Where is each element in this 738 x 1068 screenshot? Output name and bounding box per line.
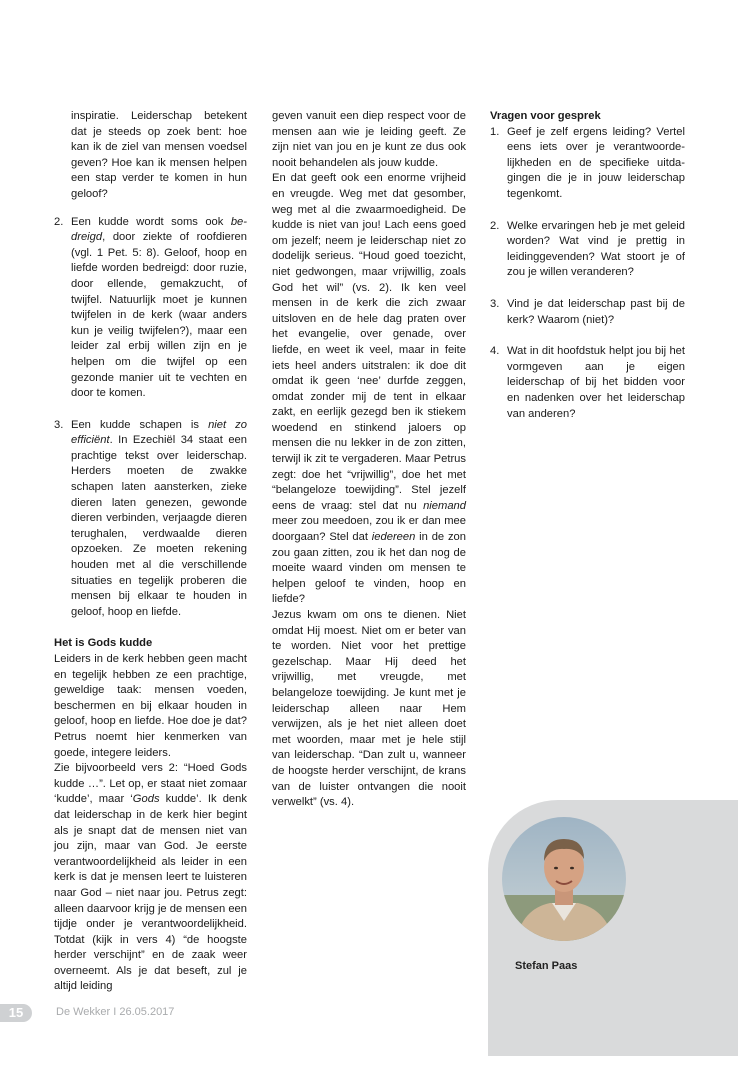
page-footer — [0, 1004, 420, 1022]
body-paragraph: Jezus kwam om ons te dienen. Niet omdat Hij moest. Niet om er beter van te worden. Niet voor het prettige gezelschap. Maar Hij deed het vrijwillig, met vreugde, met belangeloze toewijding. Je kunt met je leiderschap alleen naar Hem verwijzen, als je het niet alleen doet met woorden, maar met je hele stijl van leiderschap. “Dan zult u, wanneer de hoogste herder verschijnt, de krans van de luister ontvangen die nooit verwelkt” (vs. 4). — [272, 609, 466, 809]
author-photo-panel — [488, 800, 738, 1056]
question-number: 4. — [490, 345, 500, 358]
question-item — [490, 219, 685, 281]
author-portrait — [502, 817, 626, 941]
section-heading: Het is Gods kudde — [54, 637, 153, 650]
question-text: Wat in dit hoofdstuk helpt jou bij het vormgeven aan je eigen leiderschap of bij het bidden voor en nadenken over het leiderschap van anderen? — [507, 345, 685, 420]
page-number: 15 — [0, 1004, 32, 1022]
questions-heading: Vragen voor gesprek — [490, 110, 601, 122]
list-item-3 — [54, 418, 247, 621]
question-item — [490, 344, 685, 422]
question-item — [490, 297, 685, 328]
question-number: 3. — [490, 297, 500, 310]
portrait-image — [502, 817, 626, 941]
question-number: 2. — [490, 219, 500, 232]
list-number: 2. — [54, 215, 64, 228]
body-paragraph: Zie bijvoorbeeld vers 2: “Hoed Gods kudde …”. Let op, er staat niet zomaar ‘kudde’, maar ‘Gods kudde’. Ik denk dat leiderschap in de kerk hier begint als je snapt dat de mensen niet van jou zijn, maar van God. Je eerste verantwoordelijkheid als leider in een kerk is dat je mensen leert te luisteren naar God – niet naar jou. Petrus zegt: alleen daarvoor krijg je de mensen een tijdje onder je verantwoordelijkheid. Totdat (kijk in vers 4) “de hoogste herder verschijnt” en de zaak weer overneemt. Als je dat beseft, zul je altijd leiding — [54, 762, 247, 993]
list-item-text: Een kudde wordt soms ook be-dreigd, door ziekte of roofdieren (vgl. 1 Pet. 5: 8). Geloof, hoop en liefde worden bedreigd: door ruzie, door ellende, gemakzucht, of twijfel. Natuurlijk moet je kunnen twijfelen in de kerk (waar anders kun je veilig twijfelen?), maar een leider zal erbij willen zijn en je helpen om die twijfel op een gezonde manier uit te vechten en door te komen. — [71, 215, 247, 400]
list-item-2 — [54, 215, 247, 402]
list-number: 3. — [54, 418, 64, 431]
question-text: Vind je dat leiderschap past bij de kerk? Waarom (niet)? — [507, 297, 685, 326]
question-text: Welke ervaringen heb je met geleid worden? Wat vind je prettig in leidinggevenden? Wat stoort je of zou je willen veranderen? — [507, 219, 685, 279]
text-column-3 — [490, 109, 685, 422]
body-paragraph: En dat geeft ook een enorme vrijheid en vreugde. Weg met dat gesomber, weg met al die zwaarmoedigheid. De kudde is niet van jou! Lach eens goed om jezelf; neem je leiderschap niet zo dodelijk serieus. “Houd goed toezicht, niet gedwongen, maar vrijwillig, zoals God het wil” (vs. 2). Ik ken veel mensen in de kerk die zich zwaar uitsloven en de hele dag praten over het evangelie, over genade, over liefde, en weet ik veel, maar in feite iets heel anders uitstralen: ik doe dit omdat ik geen ‘nee’ durfde zeggen, omdat zonder mij de tent in elkaar zakt, en eerlijk gezegd ben ik stiekem woedend en stinkend jaloers op mensen die nu lekker in de zon zitten, terwijl ik zit te vergaderen. Maar Petrus zegt: doe het “vrijwillig”, doe het met “belangeloze toewijding”. Stel jezelf eens de vraag: stel dat nu niemand meer zou meedoen, zou ik er dan mee doorgaan? Stel dat iedereen in de zon zou gaan zitten, zou ik het dan nog de moeite waard vinden om mensen te helpen geloof te vinden, hoop en liefde? — [272, 172, 466, 606]
question-text: Geef je zelf ergens leiding? Vertel eens iets over je verantwoorde-lijkheden en de specifieke uitda-gingen die je in jouw leiderschap tegenkomt. — [507, 125, 685, 200]
text-column-2 — [272, 109, 466, 811]
body-paragraph: Leiders in de kerk hebben geen macht en tegelijk hebben ze een prachtige, geweldige taak: mensen voeden, beschermen en bij elkaar houden in geloof, hoop en liefde. Hoe doe je dat? Petrus noemt hier kenmerken van goede, integere leiders. — [54, 653, 247, 759]
question-number: 1. — [490, 125, 500, 138]
footer-publication: De Wekker I 26.05.2017 — [56, 1006, 175, 1018]
list-item-text: Een kudde schapen is niet zo efficiënt. In Ezechiël 34 staat een prachtige tekst over leiderschap. Herders moeten de zwakke schapen laten aansterken, zieke dieren laten genezen, gewonde dieren verbinden, verjaagde dieren terughalen, verdwaalde dieren opzoeken. Ze moeten rekening houden met al die verschillende situaties en tegelijk proberen die mensen bij elkaar te houden in geloof, hoop en liefde. — [71, 418, 247, 618]
text-column-1 — [54, 109, 247, 995]
intro-continuation: inspiratie. Leiderschap betekent dat je steeds op zoek bent: hoe kan ik de ziel van mensen voedsel geven? Hoe kan ik mensen helpen een stap verder te komen in hun geloof? — [71, 110, 247, 200]
body-paragraph: geven vanuit een diep respect voor de mensen aan wie je leiding geeft. Ze zijn niet van jou en je kunt ze dus ook nooit behandelen als jouw kudde. — [272, 110, 466, 169]
photo-caption: Stefan Paas — [515, 960, 578, 972]
question-item — [490, 125, 685, 203]
